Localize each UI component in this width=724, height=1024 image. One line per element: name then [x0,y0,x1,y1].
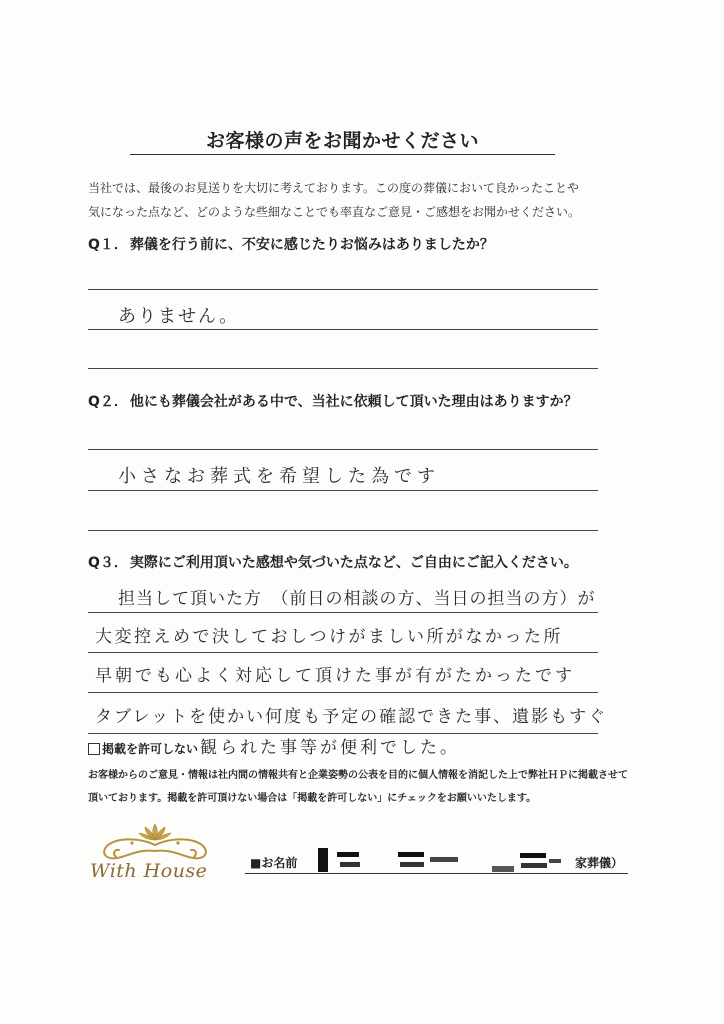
question-2-label: Q２． [88,394,128,410]
question-3-answer-line-1: 担当して頂いた方 （前日の相談の方、当日の担当の方）が [118,589,596,609]
question-1-text: 葬儀を行う前に、不安に感じたりお悩みはありましたか？ [129,237,494,253]
no-publish-label: 掲載を許可しない [102,742,199,756]
redaction-block [520,853,546,858]
name-field-label: ■お名前 [250,856,298,870]
question-3-label: Q３． [88,555,128,571]
redaction-block [398,852,424,857]
redaction-block [549,859,561,863]
question-1-answer: ありません。 [118,306,240,327]
answer-line [88,612,598,613]
question-2 [88,392,578,412]
redaction-block [430,857,458,862]
lotus-ornament-icon [88,822,223,864]
question-3-answer-line-4: タブレットを使かい何度も予定の確認できた事、遺影もすぐ [95,707,608,727]
redaction-block [337,852,359,857]
no-publish-checkbox[interactable] [88,743,100,755]
answer-line [88,530,598,531]
question-3-text: 実際にご利用頂いた感想や気づいた点など、ご自由にご記入ください。 [129,555,578,571]
question-3 [88,553,578,573]
with-house-logo [88,822,228,884]
question-2-answer: 小さなお葬式を希望した為です [118,466,440,487]
redaction-block [521,863,547,868]
answer-line [88,733,598,734]
privacy-notice-line-1: お客様からのご意見・情報は社内間の情報共有と企業姿勢の公表を目的に個人情報を消記した上で弊社ＨＰに掲載させて [88,770,628,781]
logo-wordmark: With House [90,860,208,882]
consent-option[interactable] [88,741,198,757]
redaction-block [318,848,328,872]
question-2-text: 他にも葬儀会社がある中で、当社に依頼して頂いた理由はありますか？ [129,394,578,410]
question-3-answer-line-2: 大変控えめで決しておしつけがましい所がなかった所 [95,627,563,647]
form-title: お客様の声をお聞かせください [130,128,555,155]
answer-line [88,449,598,450]
question-3-answer-line-5: 観られた事等が便利でした。 [200,738,460,758]
redaction-block [492,866,514,872]
answer-line [88,490,598,491]
question-1-label: Q１． [88,237,128,253]
answer-line [88,692,598,693]
redaction-block [340,862,360,867]
name-field-suffix: 家葬儀） [575,856,624,870]
intro-text-line-1: 当社では、最後のお見送りを大切に考えております。この度の葬儀において良かったことや [88,181,580,195]
answer-line [88,289,598,290]
redaction-block [400,862,424,867]
question-3-answer-line-3: 早朝でも心よく対応して頂けた事が有がたかったです [95,666,575,686]
answer-line [88,368,598,369]
answer-line [88,652,598,653]
privacy-notice-line-2: 頂いております。掲載を許可頂けない場合は「掲載を許可しない」にチェックをお願いいたします。 [88,793,537,804]
answer-line [88,329,598,330]
intro-text-line-2: 気になった点など、どのような些細なことでも率直なご意見・ご感想をお聞かせください。 [88,205,581,219]
question-1 [88,235,494,255]
name-field-line [245,873,628,874]
